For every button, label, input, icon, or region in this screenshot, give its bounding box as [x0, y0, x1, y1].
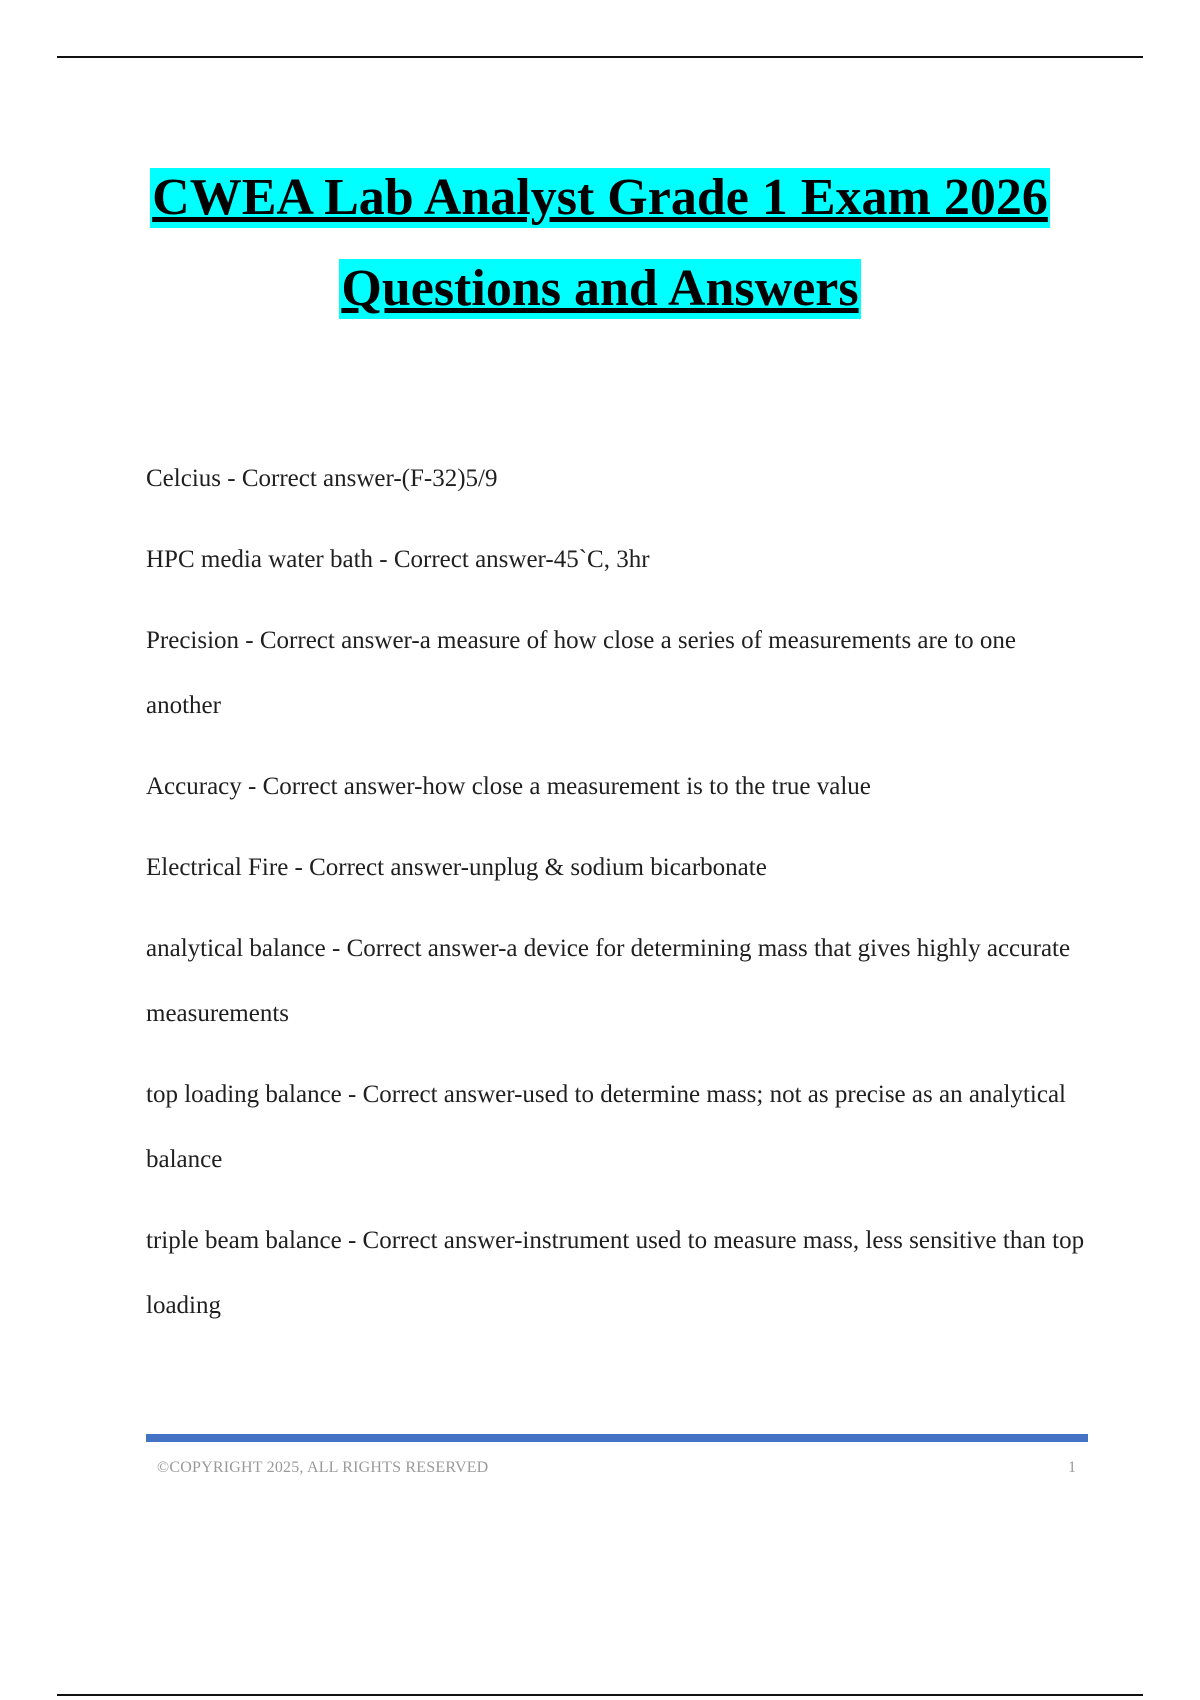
qa-item-electrical-fire: Electrical Fire - Correct answer-unplug & sodium bicarbonate	[146, 854, 767, 881]
footer-divider-bar	[146, 1434, 1088, 1442]
qa-item-triple-beam-balance: triple beam balance - Correct answer-instrument used to measure mass, less sensitive than top loading	[146, 1227, 1085, 1319]
page-bottom-rule	[57, 1694, 1143, 1696]
qa-item-accuracy: Accuracy - Correct answer-how close a measurement is to the true value	[146, 773, 871, 800]
qa-list	[146, 446, 1096, 1354]
qa-item-precision: Precision - Correct answer-a measure of how close a series of measurements are to one another	[146, 627, 1016, 719]
qa-item-celcius: Celcius - Correct answer-(F-32)5/9	[146, 465, 498, 492]
title-line-2: Questions and Answers	[341, 260, 859, 317]
qa-item-analytical-balance: analytical balance - Correct answer-a device for determining mass that gives highly accurate measurements	[146, 935, 1071, 1027]
document-title	[0, 168, 1200, 319]
page-top-rule	[57, 56, 1143, 58]
title-line-1: CWEA Lab Analyst Grade 1 Exam 2026	[152, 169, 1048, 226]
footer-copyright: ©COPYRIGHT 2025, ALL RIGHTS RESERVED	[157, 1459, 489, 1476]
footer-page-number: 1	[1068, 1459, 1076, 1476]
qa-item-hpc-water-bath: HPC media water bath - Correct answer-45`C, 3hr	[146, 546, 650, 573]
qa-item-top-loading-balance: top loading balance - Correct answer-used to determine mass; not as precise as an analytical balance	[146, 1081, 1066, 1173]
